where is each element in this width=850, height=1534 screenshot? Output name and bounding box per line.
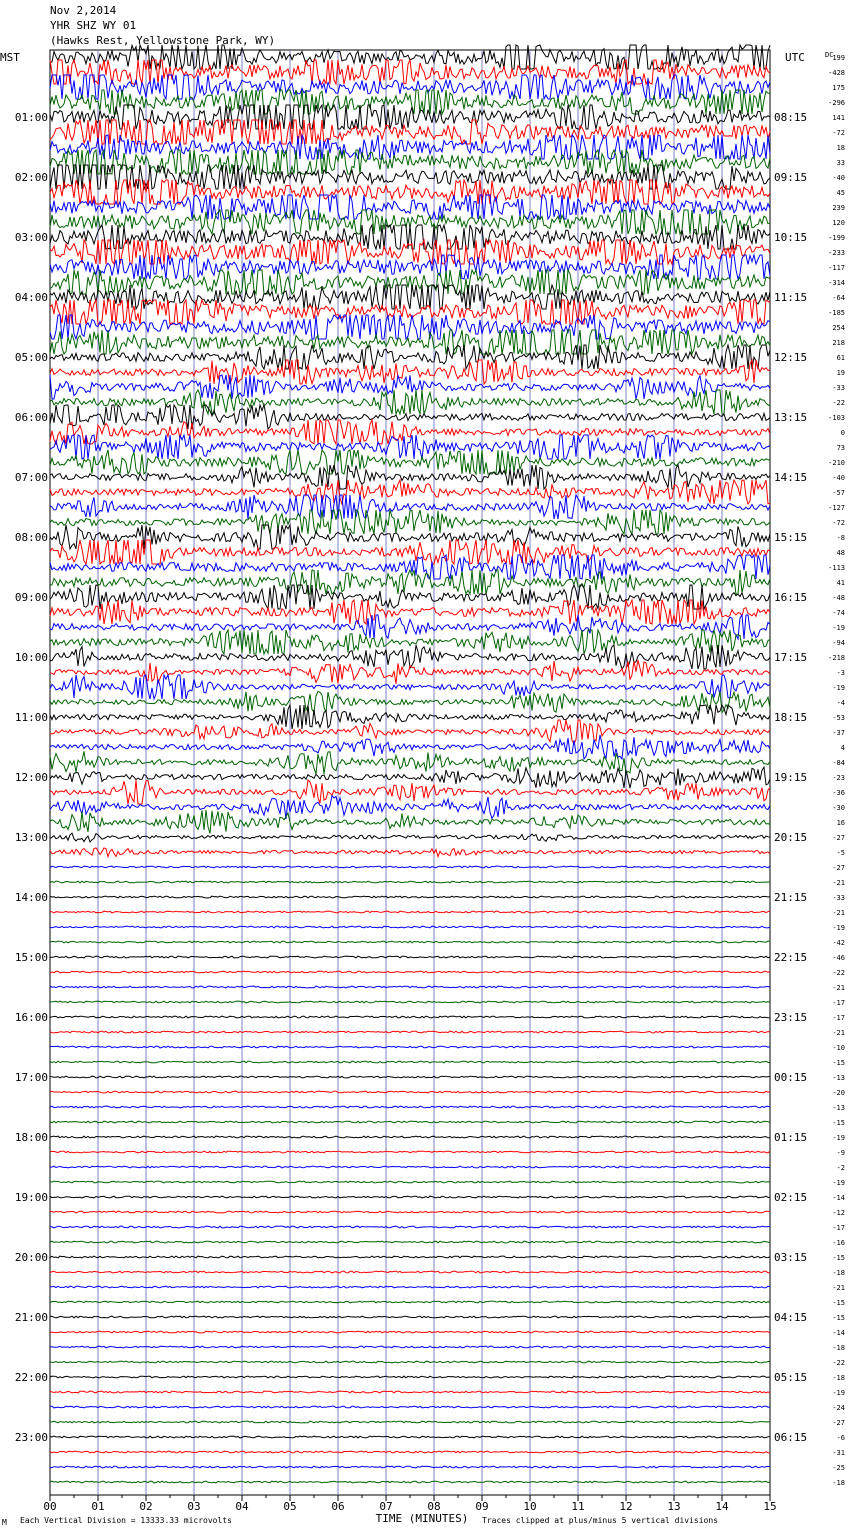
- utc-hour-label: 12:15: [774, 351, 808, 364]
- dc-offset-label: 73: [836, 444, 845, 452]
- utc-hour-label: 17:15: [774, 651, 808, 664]
- dc-offset-label: -185: [828, 309, 845, 317]
- seismic-trace: [50, 1031, 770, 1033]
- seismic-trace: [50, 90, 770, 114]
- dc-offset-label: -21: [832, 909, 845, 917]
- seismic-trace: [50, 120, 770, 144]
- dc-offset-label: -233: [828, 249, 845, 257]
- mst-hour-label: 02:00: [14, 171, 48, 184]
- station-title: YHR SHZ WY 01: [50, 19, 137, 32]
- dc-offset-label: -33: [832, 894, 845, 902]
- mst-hour-label: 14:00: [14, 891, 48, 904]
- dc-offset-label: -46: [832, 954, 845, 962]
- seismic-trace: [50, 866, 770, 868]
- seismic-trace: [50, 896, 770, 898]
- mst-hour-label: 01:00: [14, 111, 48, 124]
- seismic-trace: [50, 1466, 770, 1468]
- x-tick-label: 06: [331, 1500, 345, 1513]
- dc-offset-label: -4: [836, 699, 845, 707]
- dc-offset-label: -84: [832, 759, 845, 767]
- dc-offset-label: -42: [832, 939, 845, 947]
- date-title: Nov 2,2014: [50, 4, 117, 17]
- x-tick-label: 10: [523, 1500, 537, 1513]
- dc-offset-label: 18: [836, 144, 845, 152]
- corner-mark: M: [2, 1518, 7, 1527]
- mst-hour-label: 11:00: [14, 711, 48, 724]
- seismic-trace: [50, 555, 770, 579]
- seismic-trace: [50, 971, 770, 973]
- utc-hour-label: 13:15: [774, 411, 808, 424]
- dc-offset-label: -5: [836, 849, 845, 857]
- seismic-trace: [50, 941, 770, 943]
- dc-offset-label: -199: [828, 234, 845, 242]
- dc-offset-label: 4: [840, 744, 845, 752]
- seismic-trace: [50, 1166, 770, 1168]
- dc-offset-label: 33: [836, 159, 845, 167]
- x-axis-title: TIME (MINUTES): [375, 1512, 469, 1525]
- seismic-trace: [50, 630, 770, 654]
- seismic-trace: [50, 1226, 770, 1228]
- seismic-trace: [50, 780, 770, 804]
- dc-offset-label: -19: [832, 684, 845, 692]
- dc-offset-label: -10: [832, 1044, 845, 1052]
- seismic-trace: [50, 1421, 770, 1423]
- seismic-trace: [50, 405, 770, 429]
- dc-offset-label: -15: [832, 1059, 845, 1067]
- utc-hour-label: 04:15: [774, 1311, 808, 1324]
- seismic-trace: [50, 1136, 770, 1138]
- dc-column-title: DC: [825, 51, 834, 59]
- seismic-trace: [50, 1436, 770, 1438]
- seismic-trace: [50, 1091, 770, 1093]
- seismic-trace: [50, 390, 770, 414]
- dc-offset-label: -6: [836, 1434, 845, 1442]
- dc-offset-label: -117: [828, 264, 845, 272]
- x-tick-label: 15: [763, 1500, 777, 1513]
- seismic-trace: [50, 986, 770, 988]
- dc-offset-label: -30: [832, 804, 845, 812]
- seismic-trace: [50, 796, 770, 819]
- seismic-trace: [50, 1451, 770, 1453]
- dc-offset-label: -17: [832, 999, 845, 1007]
- seismic-trace: [50, 1046, 770, 1048]
- dc-offset-label: -8: [836, 534, 845, 542]
- mst-hour-label: 15:00: [14, 951, 48, 964]
- dc-offset-label: -18: [832, 1374, 845, 1382]
- dc-offset-label: -210: [828, 459, 845, 467]
- dc-offset-label: -127: [828, 504, 845, 512]
- dc-offset-label: -17: [832, 1224, 845, 1232]
- mst-hour-label: 05:00: [14, 351, 48, 364]
- dc-offset-label: -19: [832, 1134, 845, 1142]
- seismic-trace: [50, 1301, 770, 1303]
- utc-hour-label: 10:15: [774, 231, 808, 244]
- dc-offset-label: -57: [832, 489, 845, 497]
- seismic-trace: [50, 1331, 770, 1333]
- dc-offset-label: -22: [832, 969, 845, 977]
- dc-offset-label: 19: [836, 369, 845, 377]
- utc-hour-label: 02:15: [774, 1191, 808, 1204]
- scale-note: Each Vertical Division = 13333.33 microvolts: [20, 1516, 232, 1525]
- seismic-trace: [50, 615, 770, 639]
- utc-hour-label: 21:15: [774, 891, 808, 904]
- dc-offset-label: 199: [832, 54, 845, 62]
- dc-offset-label: 48: [836, 549, 845, 557]
- dc-offset-label: -15: [832, 1119, 845, 1127]
- dc-offset-label: -19: [832, 1179, 845, 1187]
- dc-offset-label: 0: [840, 429, 845, 437]
- mst-hour-label: 06:00: [14, 411, 48, 424]
- dc-offset-label: 218: [832, 339, 845, 347]
- dc-offset-label: -14: [832, 1194, 845, 1202]
- seismic-trace: [50, 956, 770, 958]
- dc-offset-label: 41: [836, 579, 845, 587]
- seismic-trace: [50, 570, 770, 594]
- dc-offset-label: -12: [832, 1209, 845, 1217]
- dc-offset-label: -72: [832, 129, 845, 137]
- seismic-trace: [50, 691, 770, 712]
- dc-offset-label: -2: [836, 1164, 845, 1172]
- dc-offset-label: -21: [832, 1029, 845, 1037]
- mst-hour-label: 23:00: [14, 1431, 48, 1444]
- seismic-trace: [50, 315, 770, 339]
- dc-offset-label: -14: [832, 1329, 845, 1337]
- x-tick-label: 03: [187, 1500, 201, 1513]
- utc-hour-label: 00:15: [774, 1071, 808, 1084]
- utc-hour-label: 01:15: [774, 1131, 808, 1144]
- dc-offset-label: -218: [828, 654, 845, 662]
- dc-offset-label: 239: [832, 204, 845, 212]
- seismic-trace: [50, 1121, 770, 1123]
- utc-hour-label: 11:15: [774, 291, 808, 304]
- dc-offset-label: -17: [832, 1014, 845, 1022]
- seismic-trace: [50, 810, 770, 834]
- x-tick-label: 11: [571, 1500, 585, 1513]
- utc-hour-label: 15:15: [774, 531, 808, 544]
- x-tick-label: 00: [43, 1500, 57, 1513]
- seismic-trace: [50, 675, 770, 699]
- dc-offset-label: -40: [832, 174, 845, 182]
- seismic-trace: [50, 720, 770, 744]
- dc-offset-label: -19: [832, 924, 845, 932]
- dc-offset-label: -23: [832, 774, 845, 782]
- dc-offset-label: -9: [836, 1149, 845, 1157]
- dc-offset-label: -25: [832, 1464, 845, 1472]
- dc-offset-label: -48: [832, 594, 845, 602]
- seismic-trace: [50, 165, 770, 189]
- seismic-trace: [50, 881, 770, 883]
- x-tick-label: 09: [475, 1500, 489, 1513]
- seismic-trace: [50, 1361, 770, 1363]
- dc-offset-label: -72: [832, 519, 845, 527]
- dc-offset-label: -15: [832, 1314, 845, 1322]
- utc-axis-title: UTC: [785, 51, 805, 64]
- dc-offset-label: -3: [836, 669, 845, 677]
- seismic-trace: [50, 767, 770, 788]
- seismic-trace: [50, 150, 770, 174]
- seismic-trace: [50, 105, 770, 129]
- mst-hour-label: 19:00: [14, 1191, 48, 1204]
- utc-hour-label: 22:15: [774, 951, 808, 964]
- dc-offset-label: -22: [832, 1359, 845, 1367]
- seismic-trace: [50, 360, 770, 384]
- x-tick-label: 02: [139, 1500, 153, 1513]
- dc-offset-label: 141: [832, 114, 845, 122]
- mst-hour-label: 17:00: [14, 1071, 48, 1084]
- x-tick-label: 04: [235, 1500, 249, 1513]
- x-tick-label: 12: [619, 1500, 633, 1513]
- seismic-trace: [50, 330, 770, 354]
- dc-offset-label: -36: [832, 789, 845, 797]
- dc-offset-label: -74: [832, 609, 845, 617]
- seismic-trace: [50, 833, 770, 842]
- plot-frame: [50, 50, 770, 1495]
- seismic-trace: [50, 911, 770, 913]
- seismic-trace: [50, 1181, 770, 1183]
- utc-hour-label: 16:15: [774, 591, 808, 604]
- seismic-trace: [50, 1061, 770, 1063]
- dc-offset-label: -27: [832, 864, 845, 872]
- utc-hour-label: 14:15: [774, 471, 808, 484]
- seismic-trace: [50, 1106, 770, 1108]
- mst-hour-label: 13:00: [14, 831, 48, 844]
- seismic-trace: [50, 926, 770, 928]
- clip-note: Traces clipped at plus/minus 5 vertical divisions: [482, 1516, 719, 1525]
- seismic-trace: [50, 751, 770, 774]
- seismic-trace: [50, 480, 770, 504]
- seismic-trace: [50, 180, 770, 204]
- seismic-trace: [50, 270, 770, 294]
- mst-hour-label: 16:00: [14, 1011, 48, 1024]
- dc-offset-label: -37: [832, 729, 845, 737]
- seismic-trace: [50, 465, 770, 489]
- seismic-trace: [50, 1256, 770, 1258]
- mst-hour-label: 22:00: [14, 1371, 48, 1384]
- x-tick-label: 01: [91, 1500, 105, 1513]
- seismic-trace: [50, 1376, 770, 1378]
- dc-offset-label: -18: [832, 1479, 845, 1487]
- seismic-trace: [50, 1016, 770, 1018]
- mst-hour-label: 08:00: [14, 531, 48, 544]
- dc-offset-label: -18: [832, 1344, 845, 1352]
- dc-offset-label: 16: [836, 819, 845, 827]
- location-title: (Hawks Rest, Yellowstone Park, WY): [50, 34, 276, 47]
- mst-hour-label: 21:00: [14, 1311, 48, 1324]
- mst-hour-label: 04:00: [14, 291, 48, 304]
- utc-hour-label: 18:15: [774, 711, 808, 724]
- dc-offset-label: 254: [832, 324, 845, 332]
- dc-offset-label: -33: [832, 384, 845, 392]
- dc-offset-label: -22: [832, 399, 845, 407]
- utc-hour-label: 06:15: [774, 1431, 808, 1444]
- dc-offset-label: -13: [832, 1104, 845, 1112]
- seismic-trace: [50, 848, 770, 857]
- seismic-trace: [50, 435, 770, 459]
- x-tick-label: 05: [283, 1500, 297, 1513]
- utc-hour-label: 09:15: [774, 171, 808, 184]
- seismic-trace: [50, 1271, 770, 1273]
- dc-offset-label: -21: [832, 984, 845, 992]
- mst-hour-label: 03:00: [14, 231, 48, 244]
- dc-offset-label: -64: [832, 294, 845, 302]
- seismic-trace: [50, 1196, 770, 1198]
- dc-offset-label: 61: [836, 354, 845, 362]
- dc-offset-label: -314: [828, 279, 845, 287]
- utc-hour-label: 20:15: [774, 831, 808, 844]
- dc-offset-label: -31: [832, 1449, 845, 1457]
- dc-offset-label: -113: [828, 564, 845, 572]
- dc-offset-label: -103: [828, 414, 845, 422]
- dc-offset-label: 175: [832, 84, 845, 92]
- x-tick-label: 14: [715, 1500, 729, 1513]
- seismic-trace: [50, 510, 770, 534]
- dc-offset-label: -428: [828, 69, 845, 77]
- seismic-trace: [50, 1481, 770, 1483]
- dc-offset-label: 120: [832, 219, 845, 227]
- dc-offset-label: -13: [832, 1074, 845, 1082]
- dc-offset-label: -15: [832, 1254, 845, 1262]
- dc-offset-label: 45: [836, 189, 845, 197]
- seismic-trace: [50, 1151, 770, 1153]
- seismic-trace: [50, 1316, 770, 1318]
- dc-offset-label: -18: [832, 1269, 845, 1277]
- seismic-trace: [50, 1241, 770, 1243]
- seismic-trace: [50, 1346, 770, 1348]
- utc-hour-label: 03:15: [774, 1251, 808, 1264]
- dc-offset-label: -24: [832, 1404, 845, 1412]
- seismic-trace: [50, 735, 770, 759]
- utc-hour-label: 05:15: [774, 1371, 808, 1384]
- x-tick-label: 07: [379, 1500, 393, 1513]
- mst-hour-label: 12:00: [14, 771, 48, 784]
- seismic-trace: [50, 705, 770, 729]
- dc-offset-label: -19: [832, 1389, 845, 1397]
- dc-offset-label: -21: [832, 1284, 845, 1292]
- utc-hour-label: 23:15: [774, 1011, 808, 1024]
- x-tick-label: 13: [667, 1500, 681, 1513]
- mst-axis-title: MST: [0, 51, 20, 64]
- seismic-trace: [50, 1076, 770, 1078]
- dc-offset-label: -15: [832, 1299, 845, 1307]
- mst-hour-label: 18:00: [14, 1131, 48, 1144]
- dc-offset-label: -27: [832, 1419, 845, 1427]
- dc-offset-label: -21: [832, 879, 845, 887]
- x-tick-label: 08: [427, 1500, 441, 1513]
- dc-offset-label: -40: [832, 474, 845, 482]
- utc-hour-label: 19:15: [774, 771, 808, 784]
- mst-hour-label: 10:00: [14, 651, 48, 664]
- dc-offset-label: -20: [832, 1089, 845, 1097]
- seismic-trace: [50, 1286, 770, 1288]
- seismic-trace: [50, 1406, 770, 1408]
- dc-offset-label: -94: [832, 639, 845, 647]
- mst-hour-label: 07:00: [14, 471, 48, 484]
- seismic-trace: [50, 1211, 770, 1213]
- seismic-trace: [50, 1001, 770, 1003]
- dc-offset-label: -296: [828, 99, 845, 107]
- seismic-trace: [50, 45, 770, 69]
- seismic-trace: [50, 375, 770, 399]
- mst-hour-label: 20:00: [14, 1251, 48, 1264]
- dc-offset-label: -19: [832, 624, 845, 632]
- dc-offset-label: -27: [832, 834, 845, 842]
- seismic-trace: [50, 255, 770, 279]
- dc-offset-label: -16: [832, 1239, 845, 1247]
- seismic-trace: [50, 1391, 770, 1393]
- seismic-traces: [50, 45, 770, 1483]
- utc-hour-label: 08:15: [774, 111, 808, 124]
- mst-hour-label: 09:00: [14, 591, 48, 604]
- dc-offset-label: -53: [832, 714, 845, 722]
